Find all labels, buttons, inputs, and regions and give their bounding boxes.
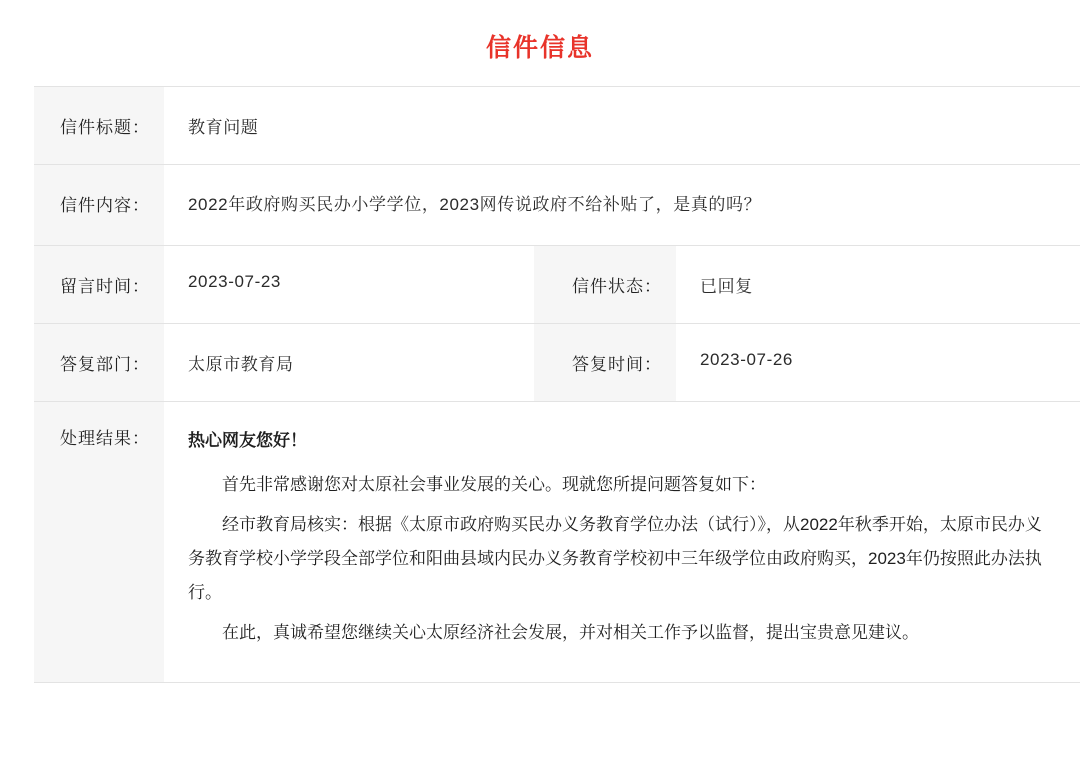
result-content bbox=[164, 402, 1080, 683]
content-label: 信件内容： bbox=[34, 165, 164, 246]
message-time-value: 2023-07-23 bbox=[164, 246, 534, 324]
result-paragraph-1: 首先非常感谢您对太原社会事业发展的关心。现就您所提问题答复如下： bbox=[222, 475, 766, 495]
table-row-subject bbox=[34, 87, 1080, 165]
subject-label: 信件标题： bbox=[34, 87, 164, 165]
reply-dept-value: 太原市教育局 bbox=[164, 324, 534, 402]
table-row-message-time bbox=[34, 246, 1080, 324]
letter-info-table bbox=[34, 86, 1080, 683]
reply-time-value: 2023-07-26 bbox=[676, 324, 1080, 402]
result-label: 处理结果： bbox=[34, 402, 164, 683]
table-row-content bbox=[34, 165, 1080, 246]
status-label: 信件状态： bbox=[534, 246, 676, 324]
table-row-reply-dept bbox=[34, 324, 1080, 402]
reply-time-label: 答复时间： bbox=[534, 324, 676, 402]
result-paragraph-2: 经市教育局核实：根据《太原市政府购买民办义务教育学位办法（试行）》，从2022年秋季开始，太原市民办义务教育学校小学学段全部学位和阳曲县域内民办义务教育学校初中三年级学位由政府购买，2023年仍按照此办法执行。 bbox=[188, 515, 1042, 603]
reply-dept-label: 答复部门： bbox=[34, 324, 164, 402]
table-row-result bbox=[34, 402, 1080, 683]
content-value: 2022年政府购买民办小学学位，2023网传说政府不给补贴了，是真的吗？ bbox=[164, 165, 1080, 246]
subject-value: 教育问题 bbox=[164, 87, 1080, 165]
result-paragraph-3: 在此，真诚希望您继续关心太原经济社会发展，并对相关工作予以监督，提出宝贵意见建议。 bbox=[222, 623, 919, 643]
status-badge: 已回复 bbox=[676, 246, 1080, 324]
result-greeting: 热心网友您好！ bbox=[188, 431, 307, 451]
page-title: 信件信息 bbox=[485, 34, 594, 62]
message-time-label: 留言时间： bbox=[34, 246, 164, 324]
